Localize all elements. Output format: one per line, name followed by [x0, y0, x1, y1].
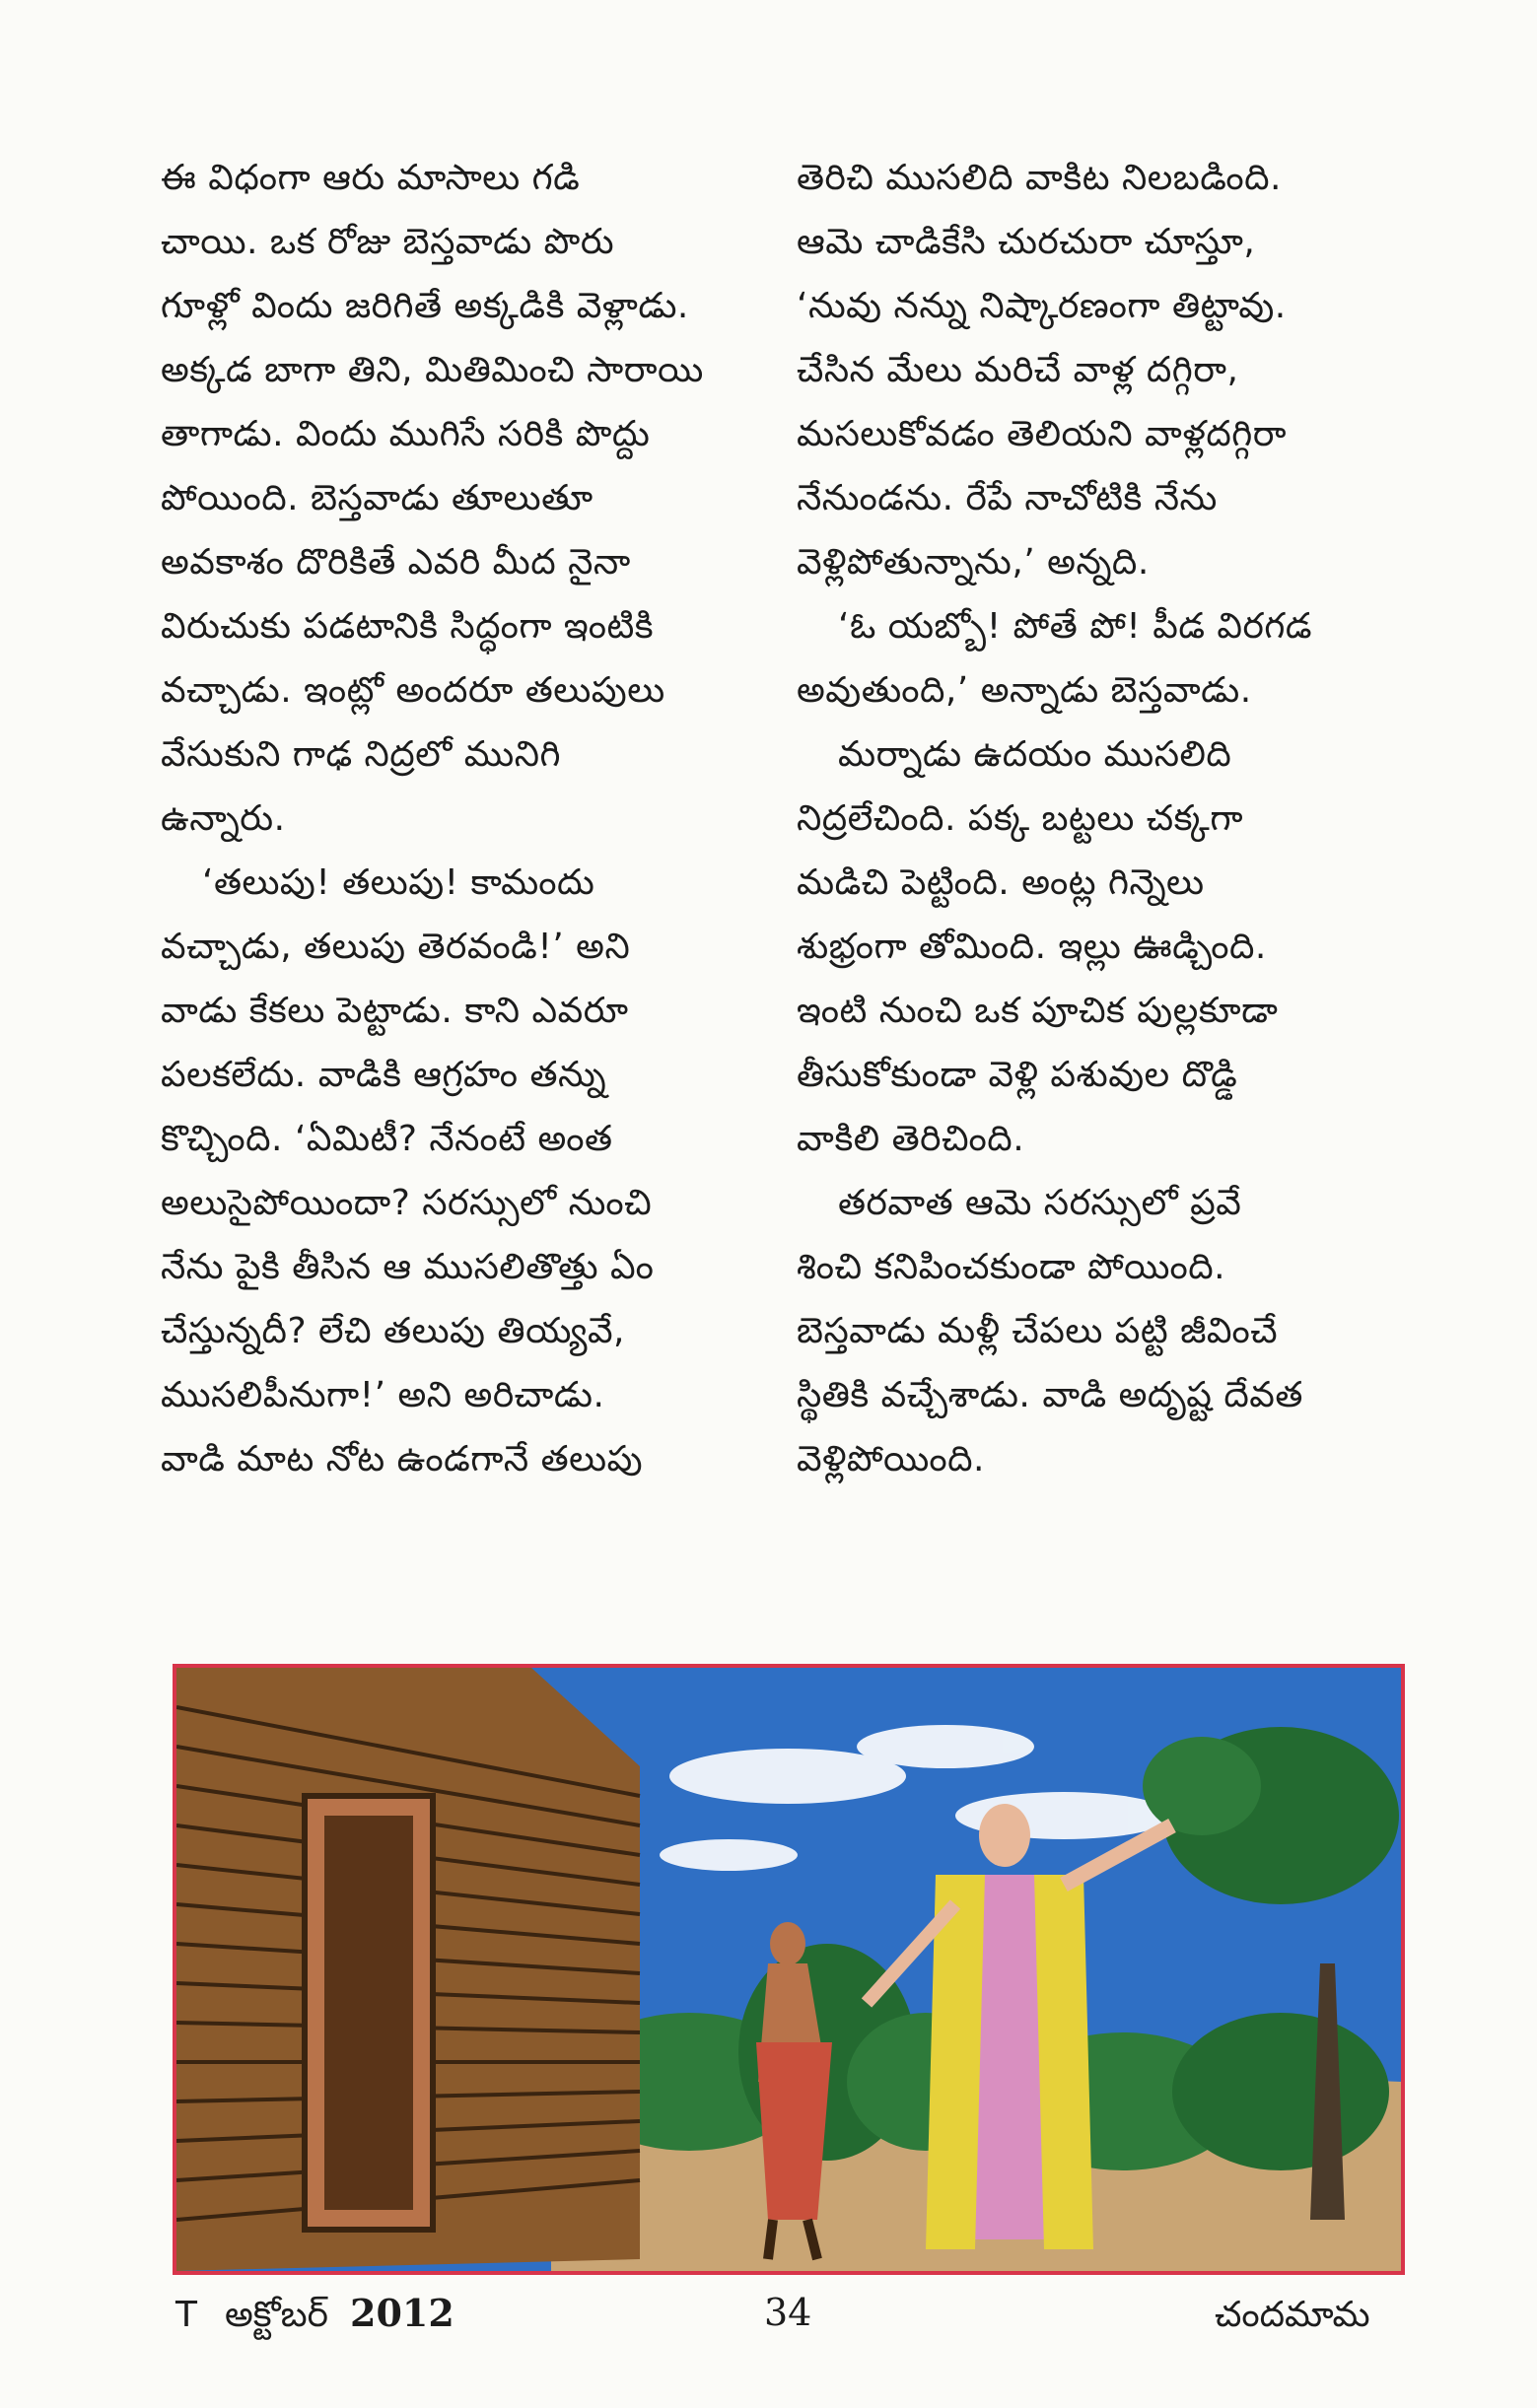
text-line: కొచ్చింది. ‘ఏమిటీ? నేనంటే అంత [161, 1119, 613, 1159]
text-line: వేసుకుని గాఢ నిద్రలో మునిగి [161, 734, 562, 775]
text-line: ‘నువు నన్ను నిష్కారణంగా తిట్టావు. [797, 286, 1287, 326]
text-line: పోయింది. బెస్తవాడు తూలుతూ [161, 478, 594, 518]
text-line: పలకలేదు. వాడికి ఆగ్రహం తన్ను [161, 1055, 607, 1095]
wooden-house [176, 1668, 640, 2271]
text-line: వచ్చాడు. ఇంట్లో అందరూ తలుపులు [161, 670, 665, 711]
text-line: వాడి మాట నోట ఉండగానే తలుపు [161, 1439, 644, 1479]
magazine-name: చందమామ [1215, 2295, 1370, 2335]
text-line: శించి కనిపించకుండా పోయింది. [797, 1247, 1226, 1287]
text-line: ‘ఓ యబ్బో! పోతే పో! పీడ విరగడ [838, 606, 1312, 647]
text-line: ‘తలుపు! తలుపు! కామందు [202, 862, 595, 903]
text-line: అవకాశం దొరికితే ఎవరి మీద నైనా [161, 542, 631, 583]
text-line: తీసుకోకుండా వెళ్లి పశువుల దొడ్డి [797, 1055, 1238, 1095]
text-line: వాడు కేకలు పెట్టాడు. కాని ఎవరూ [161, 991, 629, 1031]
text-line: చేస్తున్నదీ? లేచి తలుపు తియ్యవే, [161, 1311, 626, 1351]
text-line: నేను పైకి తీసిన ఆ ముసలితొత్తు ఏం [161, 1247, 655, 1287]
text-line: గూళ్లో విందు జరిగితే అక్కడికి వెళ్లాడు. [161, 286, 689, 326]
footer-mark: T [175, 2295, 197, 2335]
text-line: నేనుండను. రేపే నాచోటికి నేను [797, 478, 1218, 518]
page-number: 34 [764, 2291, 812, 2334]
text-line: చేసిన మేలు మరిచే వాళ్ల దగ్గిరా, [797, 350, 1239, 390]
text-line: వెళ్లిపోయింది. [797, 1439, 985, 1479]
text-line: వాకిలి తెరిచింది. [797, 1119, 1025, 1159]
illustration-scene [176, 1668, 1401, 2271]
text-line: అలుసైపోయిందా? సరస్సులో నుంచి [161, 1183, 653, 1223]
text-line: వచ్చాడు, తలుపు తెరవండి!’ అని [161, 927, 631, 967]
text-line: నిద్రలేచింది. పక్క బట్టలు చక్కగా [797, 798, 1243, 839]
text-line: అవుతుంది,’ అన్నాడు బెస్తవాడు. [797, 670, 1252, 711]
text-line: విరుచుకు పడటానికి సిద్ధంగా ఇంటికి [161, 606, 655, 647]
text-line: మసలుకోవడం తెలియని వాళ్లదగ్గిరా [797, 414, 1288, 454]
text-line: శుభ్రంగా తోమింది. ఇల్లు ఊడ్చింది. [797, 927, 1267, 967]
text-line: అక్కడ బాగా తిని, మితిమించి సారాయి [161, 350, 704, 390]
text-line: ఇంటి నుంచి ఒక పూచిక పుల్లకూడా [797, 991, 1279, 1031]
text-line: మర్నాడు ఉదయం ముసలిది [838, 734, 1232, 775]
text-line: వెళ్లిపోతున్నాను,’ అన్నది. [797, 542, 1150, 583]
text-line: తరవాత ఆమె సరస్సులో ప్రవే [838, 1183, 1242, 1223]
text-line: మడిచి పెట్టింది. అంట్ల గిన్నెలు [797, 862, 1205, 903]
text-line: ముసలిపీనుగా!’ అని అరిచాడు. [161, 1375, 605, 1415]
text-line: తాగాడు. విందు ముగిసే సరికి పొద్దు [161, 414, 651, 454]
text-line: తెరిచి ముసలిది వాకిట నిలబడింది. [797, 158, 1282, 198]
right-text-column [797, 146, 1398, 1491]
text-line: ఆమె చాడికేసి చురచురా చూస్తూ, [797, 222, 1256, 262]
text-line: ఈ విధంగా ఆరు మాసాలు గడి [161, 158, 581, 198]
text-line: బెస్తవాడు మళ్లీ చేపలు పట్టి జీవించే [797, 1311, 1279, 1351]
text-line: చాయి. ఒక రోజు బెస్తవాడు పొరు [161, 222, 615, 262]
footer-month: అక్టోబర్ [225, 2295, 328, 2335]
text-line: ఉన్నారు. [161, 798, 286, 839]
footer-year: 2012 [350, 2291, 454, 2335]
left-text-column [161, 146, 762, 1491]
story-illustration [173, 1664, 1405, 2275]
text-line: స్థితికి వచ్చేశాడు. వాడి అదృష్ట దేవత [797, 1375, 1303, 1415]
page-footer [0, 2287, 1537, 2346]
